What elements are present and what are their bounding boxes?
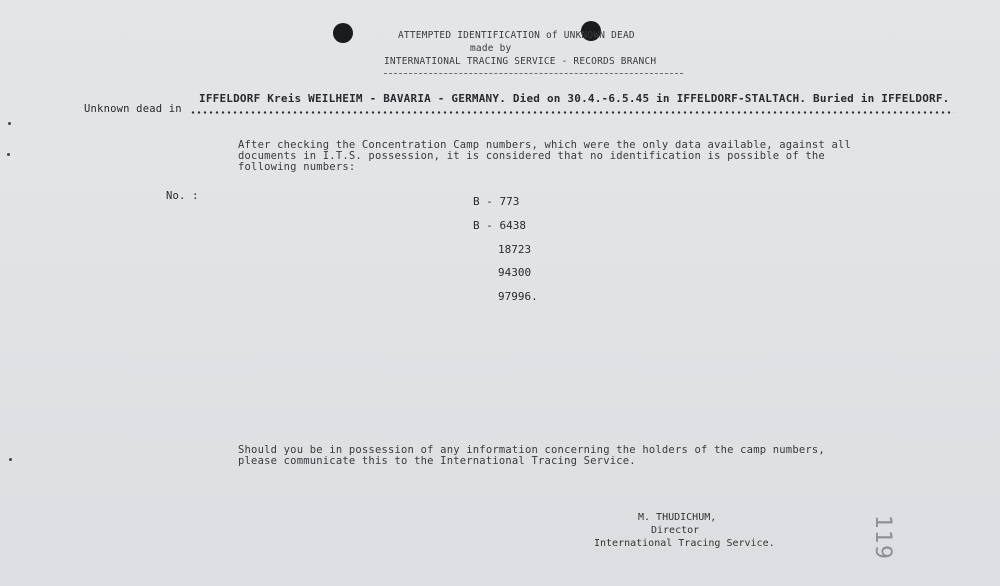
- signatory-org: International Tracing Service.: [594, 538, 775, 549]
- camp-number: 18723: [498, 243, 532, 256]
- camp-number: B - 773: [473, 195, 520, 208]
- camp-number: 94300: [498, 266, 532, 279]
- closing-paragraph: [238, 445, 825, 467]
- checking-paragraph: [238, 140, 851, 173]
- made-by-line: made by: [470, 43, 512, 54]
- location-line: IFFELDORF Kreis WEILHEIM - BAVARIA - GERMANY. Died on 30.4.-6.5.45 in IFFELDORF-STALTACH. Buried in IFFELDORF.: [199, 92, 950, 105]
- camp-number: B - 6438: [473, 219, 526, 232]
- paragraph-line: After checking the Concentration Camp numbers, which were the only data available, against all: [238, 139, 852, 151]
- numbers-label: No. :: [166, 190, 199, 202]
- margin-mark: [9, 458, 12, 461]
- margin-mark: [8, 122, 11, 125]
- margin-mark: [7, 153, 10, 156]
- closing-line: please communicate this to the International Tracing Service.: [238, 455, 636, 467]
- paragraph-line: following numbers:: [238, 161, 356, 173]
- header-underline: [384, 73, 683, 74]
- signatory-name: M. THUDICHUM,: [638, 512, 717, 523]
- branch-line: INTERNATIONAL TRACING SERVICE - RECORDS BRANCH: [384, 56, 657, 67]
- paragraph-line: documents in I.T.S. possession, it is considered that no identification is possible of the: [238, 150, 825, 162]
- document-title: ATTEMPTED IDENTIFICATION of UNKNOWN DEAD: [398, 30, 635, 41]
- page-stamp-number: 119: [870, 515, 895, 560]
- camp-number: 97996.: [498, 290, 538, 303]
- unknown-dead-label: Unknown dead in: [84, 103, 182, 115]
- closing-line: Should you be in possession of any information concerning the holders of the camp numbers,: [238, 444, 825, 456]
- signatory-title: Director: [651, 525, 700, 536]
- punch-hole-left: [333, 23, 353, 43]
- dotted-rule: [190, 111, 954, 114]
